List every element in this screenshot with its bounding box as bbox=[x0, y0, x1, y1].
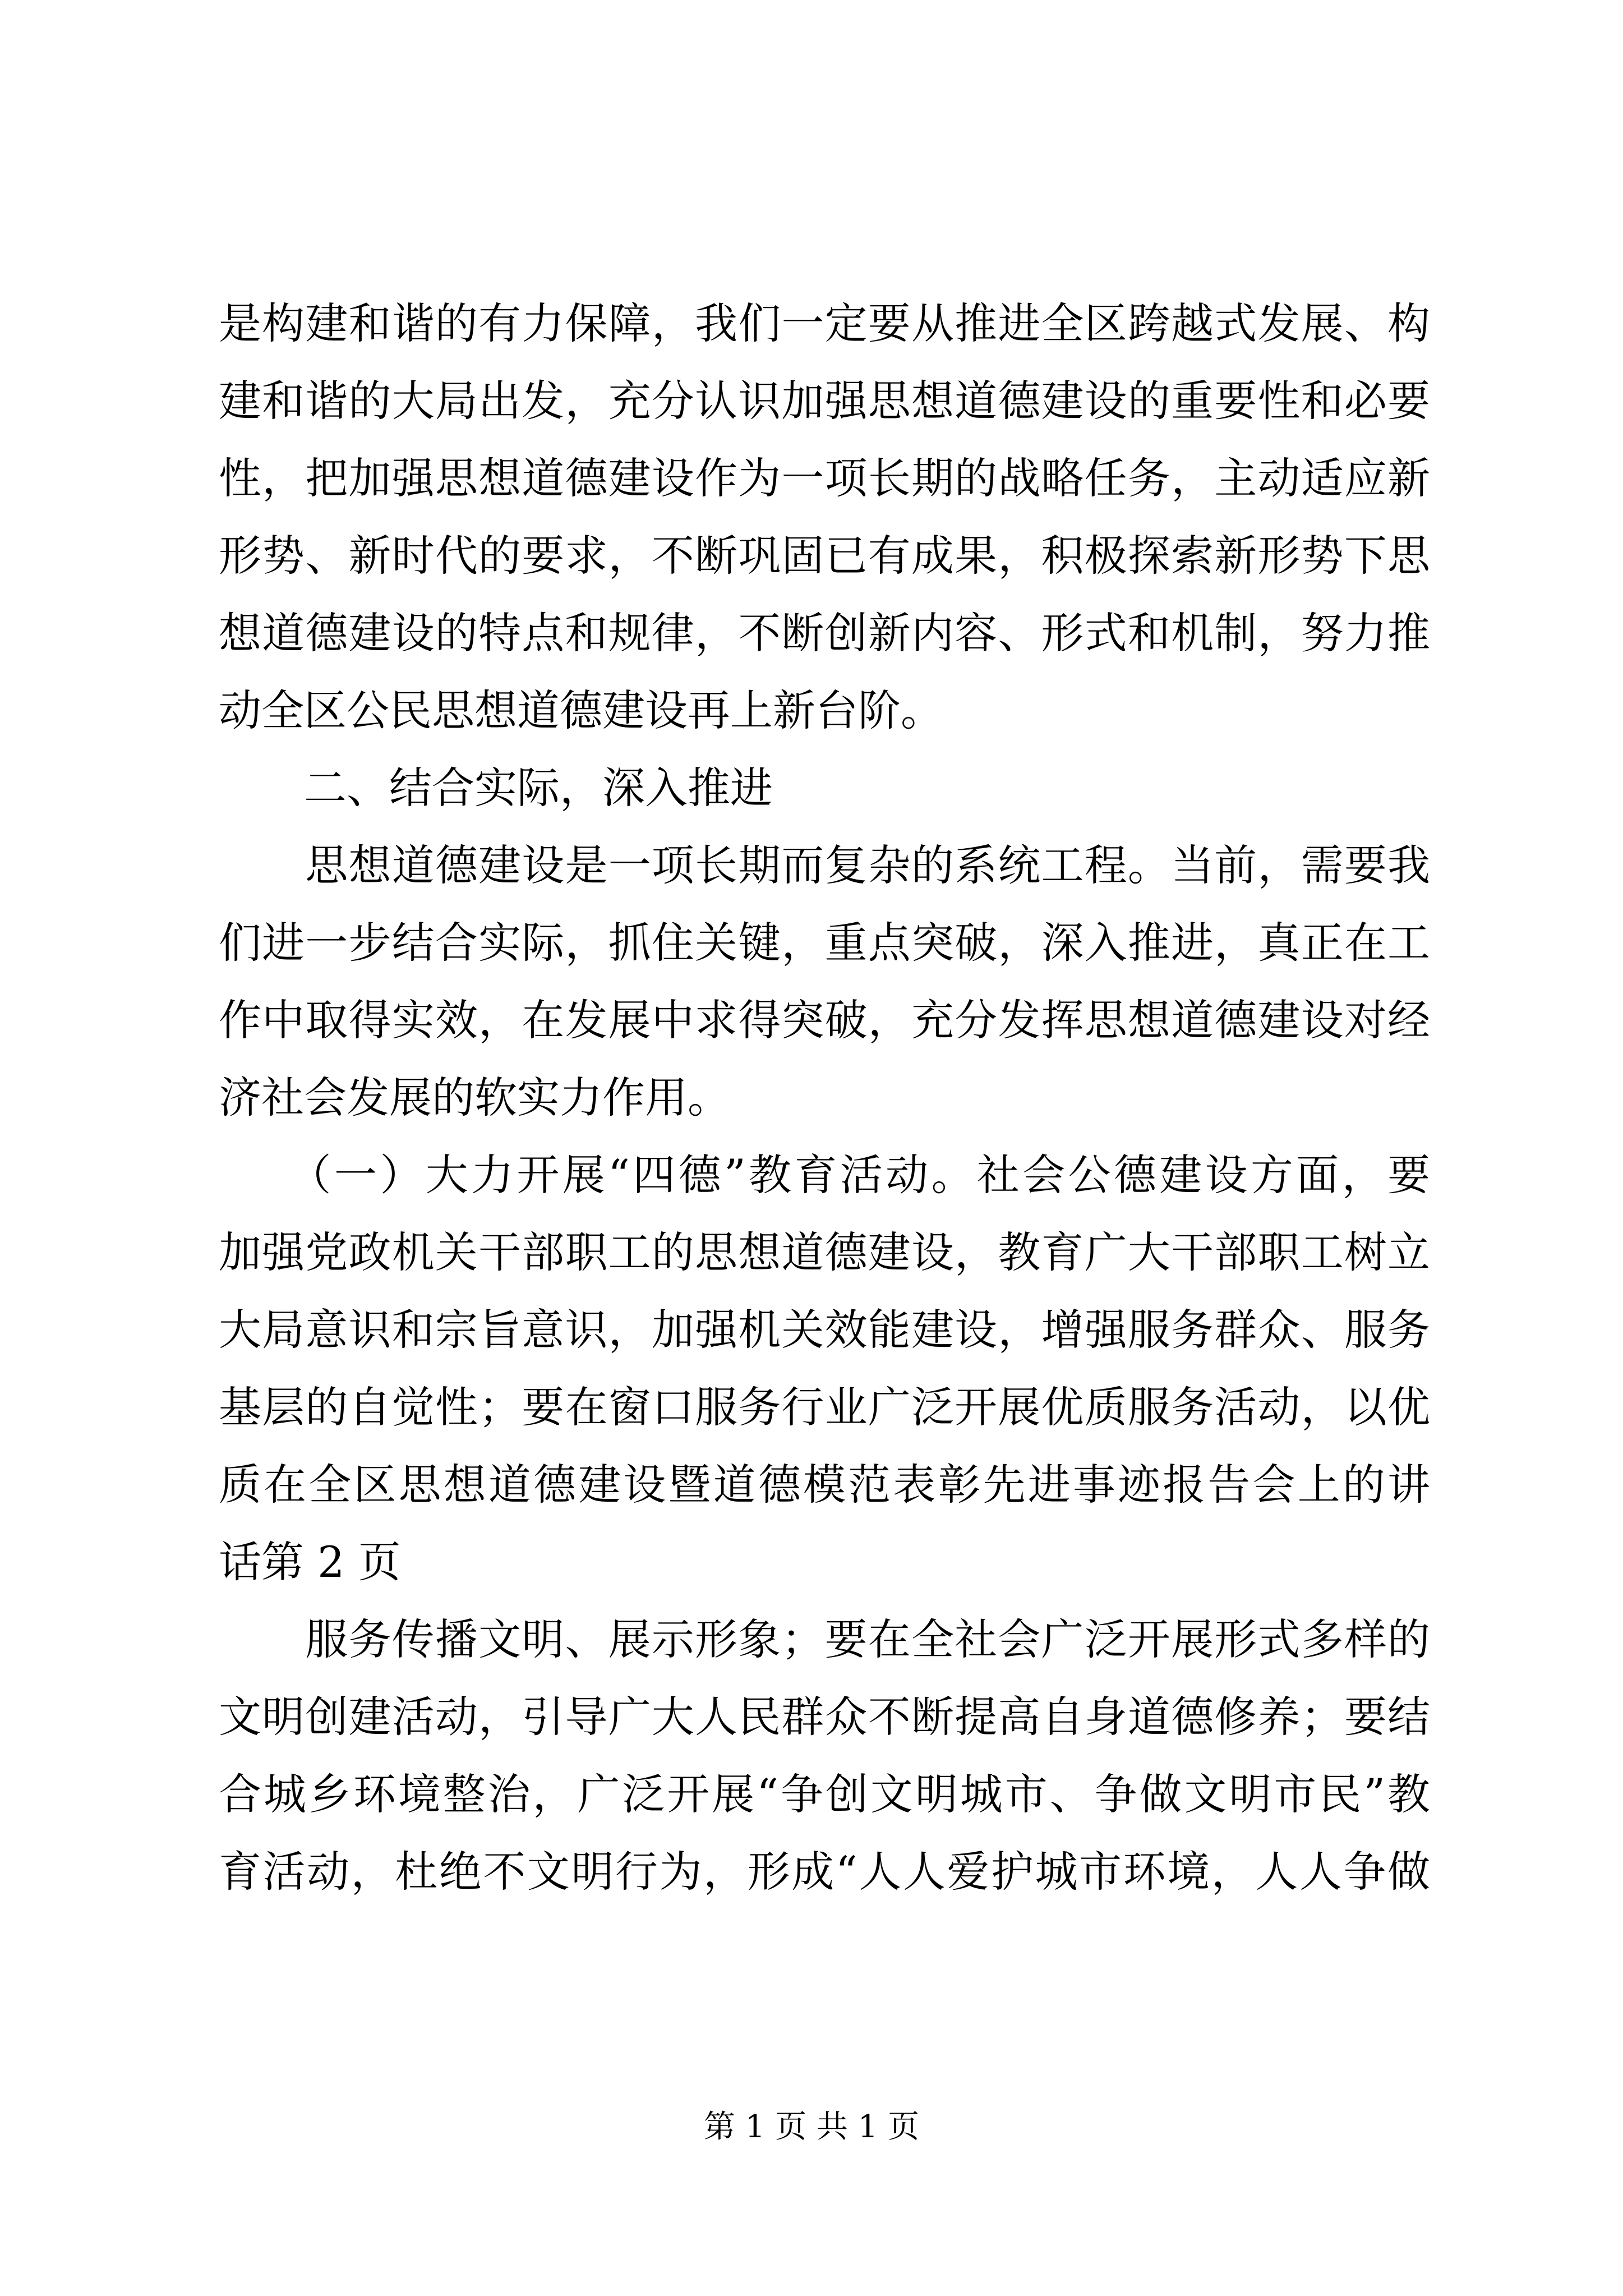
text-line-3: 性，把加强思想道德建设作为一项长期的战略任务，主动适应新 bbox=[219, 453, 1430, 503]
section-heading: 二、结合实际，深入推进 bbox=[219, 763, 773, 813]
document-body bbox=[219, 285, 1430, 1911]
page-footer: 第 1 页 共 1 页 bbox=[703, 2109, 920, 2145]
text-line-20: 合城乡环境整治，广泛开展“争创文明城市、争做文明市民”教 bbox=[219, 1769, 1430, 1819]
text-line-8: 思想道德建设是一项长期而复杂的系统工程。当前，需要我 bbox=[219, 840, 1430, 890]
text-line-4: 形势、新时代的要求，不断巩固已有成果，积极探索新形势下思 bbox=[219, 531, 1430, 581]
text-line-13: 加强党政机关干部职工的思想道德建设，教育广大干部职工树立 bbox=[219, 1227, 1430, 1277]
text-line-19: 文明创建活动，引导广大人民群众不断提高自身道德修养；要结 bbox=[219, 1692, 1430, 1742]
text-line-14: 大局意识和宗旨意识，加强机关效能建设，增强服务群众、服务 bbox=[219, 1305, 1430, 1355]
text-line-16: 质在全区思想道德建设暨道德模范表彰先进事迹报告会上的讲 bbox=[219, 1460, 1430, 1510]
text-line-2: 建和谐的大局出发，充分认识加强思想道德建设的重要性和必要 bbox=[219, 376, 1430, 426]
text-line-1: 是构建和谐的有力保障，我们一定要从推进全区跨越式发展、构 bbox=[219, 298, 1430, 348]
text-line-15: 基层的自觉性；要在窗口服务行业广泛开展优质服务活动，以优 bbox=[219, 1382, 1430, 1432]
text-line-12: （一）大力开展“四德”教育活动。社会公德建设方面，要 bbox=[219, 1150, 1430, 1200]
text-line-21: 育活动，杜绝不文明行为，形成“人人爱护城市环境，人人争做 bbox=[219, 1847, 1430, 1897]
text-line-5: 想道德建设的特点和规律，不断创新内容、形式和机制，努力推 bbox=[219, 608, 1430, 658]
text-line-17: 话第 2 页 bbox=[219, 1537, 401, 1587]
text-line-6: 动全区公民思想道德建设再上新台阶。 bbox=[219, 685, 943, 735]
text-line-11: 济社会发展的软实力作用。 bbox=[219, 1073, 730, 1122]
text-line-9: 们进一步结合实际，抓住关键，重点突破，深入推进，真正在工 bbox=[219, 918, 1430, 968]
text-line-10: 作中取得实效，在发展中求得突破，充分发挥思想道德建设对经 bbox=[219, 995, 1430, 1045]
text-line-18: 服务传播文明、展示形象；要在全社会广泛开展形式多样的 bbox=[219, 1614, 1430, 1664]
